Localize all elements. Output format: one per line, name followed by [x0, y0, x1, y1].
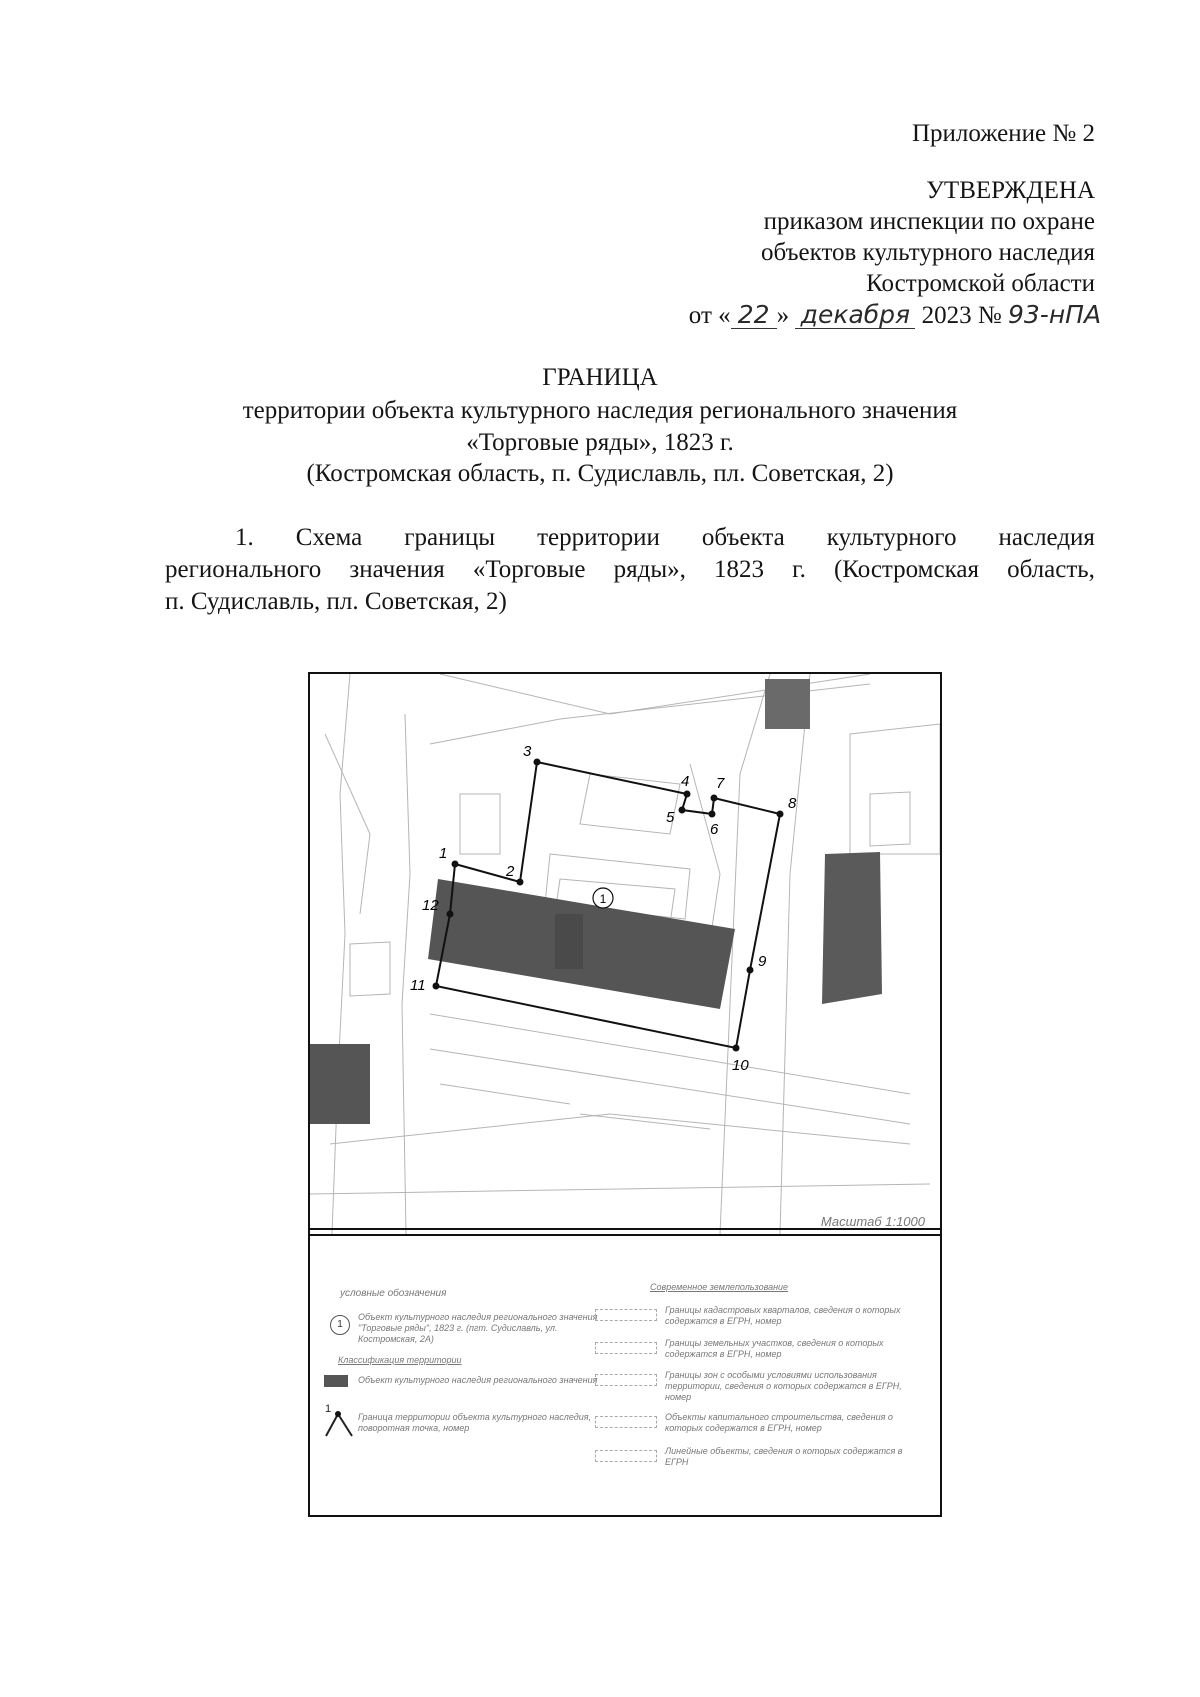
legend-current-swatch — [595, 1342, 657, 1354]
doc-title: ГРАНИЦА — [542, 364, 658, 391]
legend-object-fill-swatch — [324, 1375, 348, 1387]
boundary-point-label-10: 10 — [732, 1057, 749, 1074]
section1.line2_words-word: «Торговые — [472, 556, 586, 583]
section1.line1_words-word: объекта — [701, 524, 785, 551]
title-line-2: «Торговые ряды», 1823 г. — [466, 429, 734, 456]
boundary-point-5 — [679, 807, 686, 814]
approved-by-line-2: объектов культурного наследия — [761, 239, 1095, 266]
approved-by-line-3: Костромской области — [866, 270, 1095, 297]
legend-current-item: Границы зон с особыми условиями использования территории, сведения о которых содержатся в ЕГРН, номер — [665, 1370, 902, 1402]
boundary-point-7 — [711, 795, 718, 802]
legend-object-text: Объект культурного наследия регионального значения "Торговые ряды", 1823 г. (пгт. Судиславль, ул. Костромская, 2А) — [358, 1312, 598, 1344]
boundary-point-6 — [709, 811, 716, 818]
appendix-label: Приложение № 2 — [911, 120, 1095, 147]
legend-heading: условные обозначения — [340, 1288, 447, 1299]
section1.line2_words-word: ряды», — [613, 556, 686, 583]
legend-boundary-text: Граница территории объекта культурного наследия, поворотная точка, номер — [358, 1412, 592, 1433]
legend-current-swatch — [595, 1374, 657, 1386]
boundary-point-label-1: 1 — [439, 845, 448, 862]
boundary-point-2 — [517, 879, 524, 886]
approved-label: УТВЕРЖДЕНА — [926, 177, 1095, 204]
boundary-point-10 — [733, 1045, 740, 1052]
boundary-point-label-6: 6 — [710, 821, 719, 838]
boundary-point-12 — [447, 911, 454, 918]
boundary-point-label-2: 2 — [506, 863, 515, 880]
legend-current-swatch — [595, 1416, 657, 1428]
boundary-point-11 — [433, 983, 440, 990]
map-svg — [310, 674, 940, 1234]
boundary-point-label-3: 3 — [523, 743, 532, 760]
section1.line2_words-word: г. — [792, 556, 806, 583]
date-year: 2023 № — [921, 302, 1002, 329]
section1.line2_words-word: 1823 — [714, 556, 765, 583]
neighbor-building-left — [310, 1044, 370, 1124]
boundary-point-9 — [747, 967, 754, 974]
neighbor-building-right — [822, 852, 882, 1004]
boundary-point-label-4: 4 — [681, 773, 690, 790]
neighbor-building-top — [765, 679, 810, 729]
paragraph-line-3: п. Судиславль, пл. Советская, 2) — [165, 588, 507, 615]
date-month: декабря — [795, 302, 915, 329]
section1.line1_words-word: культурного — [826, 524, 957, 551]
boundary-point-icon — [322, 1400, 356, 1440]
paragraph-line-1 — [235, 522, 1095, 554]
boundary-point-8 — [777, 811, 784, 818]
legend-current-swatch — [595, 1309, 657, 1321]
boundary-point-label-12: 12 — [422, 897, 439, 914]
section1.line1_words-word: Схема — [295, 524, 363, 551]
legend-object-number-icon: 1 — [330, 1315, 350, 1335]
map-scale: Масштаб 1:1000 — [820, 1214, 925, 1229]
order-date-line — [689, 300, 1100, 332]
date-prefix: от « — [688, 302, 731, 329]
boundary-scheme-map — [308, 672, 942, 1236]
section1.line2_words-word: значения — [349, 556, 445, 583]
svg-text:1: 1 — [325, 1403, 332, 1415]
boundary-point-1 — [452, 861, 459, 868]
section1.line2_words-word: (Костромская — [833, 556, 979, 583]
legend-current-item: Границы земельных участков, сведения о которых содержатся в ЕГРН, номер — [665, 1338, 884, 1359]
section1.line2_words-word: область, — [1007, 556, 1095, 583]
legend-current-item: Объекты капитального строительства, сведения о которых содержатся в ЕГРН, номер — [665, 1412, 893, 1433]
heritage-object-annex — [555, 914, 583, 969]
date-mid: » — [776, 302, 790, 329]
paragraph-line-2 — [165, 554, 1095, 586]
section1.line1_words-word: 1. — [235, 524, 254, 551]
boundary-point-label-9: 9 — [758, 953, 767, 970]
section1.line1_words-word: наследия — [998, 524, 1095, 551]
boundary-point-4 — [684, 791, 691, 798]
map-legend — [308, 1228, 942, 1517]
date-day: 22 — [731, 302, 777, 329]
title-line-1: территории объекта культурного наследия регионального значения — [242, 397, 958, 424]
legend-class-heading: Классификация территории — [338, 1355, 462, 1365]
object-number: 1 — [599, 892, 607, 906]
legend-current-item: Линейные объекты, сведения о которых содержатся в ЕГРН — [665, 1446, 903, 1467]
boundary-point-label-8: 8 — [788, 795, 797, 812]
legend-current-item: Границы кадастровых кварталов, сведения о которых содержатся в ЕГРН, номер — [665, 1305, 901, 1326]
title-line-3: (Костромская область, п. Судиславль, пл. Советская, 2) — [306, 460, 894, 487]
approved-by-line-1: приказом инспекции по охране — [763, 208, 1095, 235]
order-number: 93-нПА — [1008, 300, 1102, 329]
boundary-point-label-5: 5 — [666, 809, 675, 826]
section1.line1_words-word: территории — [537, 524, 660, 551]
section-1-paragraph — [165, 522, 1095, 618]
boundary-point-3 — [534, 759, 541, 766]
legend-current-heading: Современное землепользование — [650, 1282, 789, 1292]
section1.line2_words-word: регионального — [165, 556, 322, 583]
legend-object-fill-text: Объект культурного наследия регионального значения — [358, 1375, 598, 1385]
boundary-point-label-7: 7 — [716, 775, 725, 792]
section1.line1_words-word: границы — [404, 524, 496, 551]
boundary-point-label-11: 11 — [410, 977, 426, 994]
legend-current-swatch — [595, 1450, 657, 1462]
